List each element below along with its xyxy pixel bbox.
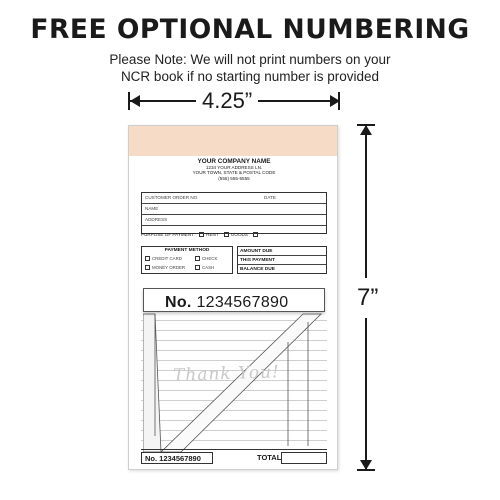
- total-label: TOTAL: [257, 453, 282, 462]
- name-row: [142, 204, 326, 215]
- checkbox-icon: [195, 265, 200, 270]
- address-line-1: 1234 YOUR ADDRESS LN.: [205, 165, 263, 170]
- bottom-bar: [141, 449, 327, 465]
- name-label: NAME: [145, 206, 159, 211]
- note-line-1: Please Note: We will not print numbers on your: [109, 52, 391, 67]
- checkbox-icon: [145, 265, 150, 270]
- note-line-2: NCR book if no starting number is provided: [120, 69, 380, 84]
- amount-box: [237, 246, 327, 274]
- bottom-number: No. 1234567890: [141, 452, 213, 464]
- pm-cash-label: CASH: [202, 265, 215, 270]
- pm-credit-card: [145, 256, 182, 261]
- this-payment-label: THIS PAYMENT: [238, 256, 326, 265]
- date-label: DATE: [264, 195, 276, 200]
- purpose-row: [141, 232, 327, 242]
- receipt-book: [128, 125, 338, 470]
- purpose-label: PURPOSE OF PAYMENT: [141, 232, 194, 237]
- number-prefix: No.: [165, 294, 192, 311]
- checkbox-icon: [253, 232, 258, 237]
- pm-check-label: CHECK: [202, 256, 218, 261]
- balance-due-label: BALANCE DUE: [240, 267, 275, 272]
- thank-you-watermark: Thank You!: [172, 362, 281, 386]
- address-row: [142, 215, 326, 226]
- checkbox-icon: [199, 232, 204, 237]
- purpose-goods: GOODS: [230, 232, 248, 237]
- pm-credit-card-label: CREDIT CARD: [152, 256, 182, 261]
- customer-info-box: [141, 192, 327, 234]
- book-top-band: [129, 126, 338, 156]
- amount-due-label: AMOUNT DUE: [238, 247, 326, 256]
- pm-check: [195, 256, 217, 261]
- arrow-right-icon: [330, 95, 340, 107]
- payment-method-title: PAYMENT METHOD: [164, 248, 210, 253]
- pm-cash: [195, 265, 214, 270]
- company-phone: (555) 555-5555: [218, 175, 250, 181]
- total-box: [281, 452, 327, 464]
- payment-method-box: [141, 246, 233, 274]
- pm-money-order: [145, 265, 185, 270]
- checkbox-icon: [224, 232, 229, 237]
- purpose-rent: RENT: [206, 232, 219, 237]
- address-line-2: YOUR TOWN, STATE & POSTAL CODE: [192, 170, 276, 176]
- width-dimension-label: 4.25”: [196, 88, 258, 114]
- number-value: 1234567890: [196, 294, 289, 311]
- arrow-up-icon: [360, 125, 372, 135]
- company-header: [129, 158, 338, 181]
- checkbox-icon: [145, 256, 150, 261]
- order-row: [142, 193, 326, 204]
- pm-money-order-label: MONEY ORDER: [152, 265, 186, 270]
- checkbox-icon: [195, 256, 200, 261]
- arrow-left-icon: [130, 95, 140, 107]
- company-name: YOUR COMPANY NAME: [197, 158, 271, 165]
- torn-sheet-fold: [143, 314, 161, 452]
- number-strip: [143, 288, 325, 312]
- number-strip-text: [165, 294, 288, 312]
- arrow-down-icon: [360, 460, 372, 470]
- address-label: ADDRESS: [145, 217, 168, 222]
- customer-order-label: CUSTOMER ORDER NO.: [145, 195, 199, 200]
- headline: FREE OPTIONAL NUMBERING: [30, 14, 470, 45]
- height-dimension-label: 7”: [357, 278, 378, 318]
